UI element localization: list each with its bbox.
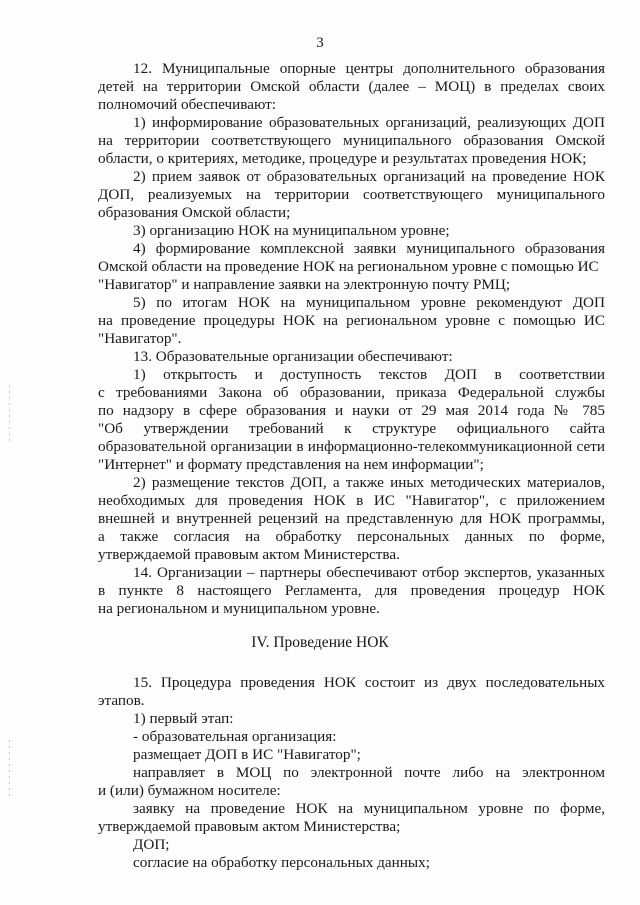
text-line: "Интернет" и формату представления на нем информации"; (98, 456, 484, 473)
text-line: ДОП, реализуемых на территории соответствующего муниципального (98, 186, 605, 203)
text-line: а также согласия на обработку персональных данных по форме, (98, 528, 605, 545)
text-line: с требованиями Закона об образовании, приказа Федеральной службы (98, 384, 605, 401)
text-line: и (или) бумажном носителе: (98, 782, 281, 799)
text-line: на региональном и муниципальном уровне. (98, 600, 380, 617)
text-line: ДОП; (133, 836, 170, 853)
page-number: 3 (316, 35, 324, 51)
text-line: области, о критериях, методике, процедуре и результатах проведения НОК; (98, 150, 587, 167)
text-line: "Навигатор" и направление заявки на электронную почту РМЦ; (98, 276, 511, 293)
text-line: 3) организацию НОК на муниципальном уровне; (133, 222, 450, 239)
text-line: 5) по итогам НОК на муниципальном уровне рекомендуют ДОП (133, 294, 605, 311)
text-line: этапов. (98, 692, 145, 709)
text-line: утверждаемой правовым актом Министерства. (98, 546, 400, 563)
text-line: 15. Процедура проведения НОК состоит из двух последовательных (133, 674, 605, 691)
text-line: полномочий обеспечивают: (98, 96, 276, 113)
text-line: 1) информирование образовательных организаций, реализующих ДОП (133, 114, 605, 131)
text-line: 12. Муниципальные опорные центры дополнительного образования (133, 60, 605, 77)
text-line: согласие на обработку персональных данных; (133, 854, 430, 871)
text-line: 1) открытость и доступность текстов ДОП в соответствии (133, 366, 605, 383)
text-line: 14. Организации – партнеры обеспечивают отбор экспертов, указанных (133, 564, 605, 581)
text-line: размещает ДОП в ИС "Навигатор"; (133, 746, 361, 763)
text-line: на проведение процедуры НОК на региональном уровне с помощью ИС (98, 312, 605, 329)
text-line: по надзору в сфере образования и науки от 29 мая 2014 года № 785 (98, 402, 605, 419)
text-line: внешней и внутренней рецензий на представленную для НОК программы, (98, 510, 605, 527)
text-line: направляет в МОЦ по электронной почте либо на электронном (133, 764, 605, 781)
text-line: 2) прием заявок от образовательных организаций на проведение НОК (133, 168, 605, 185)
text-line: 2) размещение текстов ДОП, а также иных методических материалов, (133, 474, 605, 491)
text-line: образовательной организации в информационно-телекоммуникационной сети (98, 438, 605, 455)
text-line: - образовательная организация: (133, 728, 337, 745)
text-line: детей на территории Омской области (далее – МОЦ) в пределах своих (98, 78, 605, 95)
text-line: заявку на проведение НОК на муниципальном уровне по форме, (133, 800, 605, 817)
text-line: 13. Образовательные организации обеспечивают: (133, 348, 453, 365)
text-line: образования Омской области; (98, 204, 291, 221)
text-line: Омской области на проведение НОК на региональном уровне с помощью ИС (98, 258, 599, 275)
text-line: утверждаемой правовым актом Министерства; (98, 818, 401, 835)
section-heading: IV. Проведение НОК (251, 634, 389, 651)
text-line: в пункте 8 настоящего Регламента, для проведения процедур НОК (98, 582, 605, 599)
text-line: 4) формирование комплексной заявки муниципального образования (133, 240, 605, 257)
text-line: необходимых для проведения НОК в ИС "Навигатор", с приложением (98, 492, 605, 509)
text-line: на территории соответствующего муниципального образования Омской (98, 132, 605, 149)
text-line: 1) первый этап: (133, 710, 234, 727)
scan-artifact (9, 385, 10, 445)
text-line: "Об утверждении требований к структуре официального сайта (98, 420, 605, 437)
scan-artifact (9, 740, 10, 800)
text-line: "Навигатор". (98, 330, 182, 347)
